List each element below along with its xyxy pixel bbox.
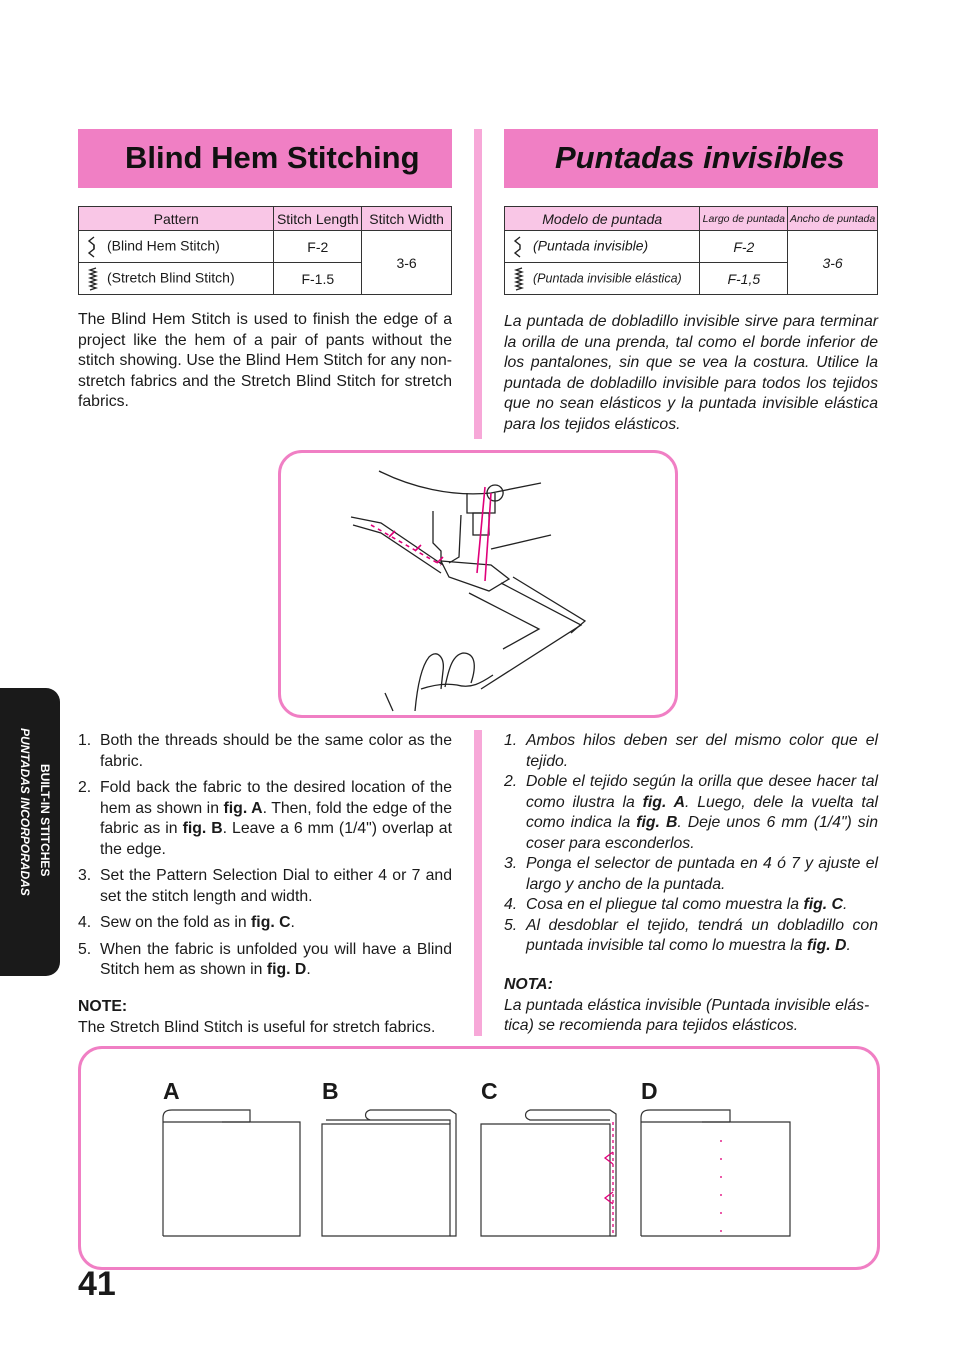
side-tab-english: BUILT-IN STITCHES — [38, 764, 52, 877]
note-text: La puntada elástica invisible (Puntada invisible elás-tica) se recomienda para tejidos elásticos. — [504, 996, 870, 1034]
pattern-cell — [79, 263, 274, 295]
sewing-machine-illustration — [281, 453, 675, 715]
step-number: 2. — [504, 773, 518, 790]
step-text: . Deje unos 6 mm (1/4") sin coser para esconderlos. — [526, 814, 878, 852]
stitch-length-value: F-2 — [700, 231, 788, 263]
column-divider-bottom — [474, 730, 482, 1036]
pattern-name: (Blind Hem Stitch) — [107, 237, 220, 254]
spanish-title-banner — [504, 129, 878, 188]
pattern-name: (Puntada invisible) — [533, 237, 649, 254]
step-item — [78, 940, 452, 981]
english-title: Blind Hem Stitching — [125, 140, 420, 175]
pattern-cell — [79, 231, 274, 263]
step-item — [78, 866, 452, 907]
fig-ref: fig. D — [266, 961, 307, 978]
step-number: 1. — [78, 732, 92, 749]
step-text: Fold back the fabric to the desired location of the hem as shown in — [100, 779, 452, 817]
pattern-cell — [505, 263, 700, 295]
step-number: 4. — [504, 896, 518, 913]
step-item — [504, 854, 878, 895]
step-text: Ambos hilos deben ser del mismo color que el tejido. — [526, 732, 878, 770]
pattern-name: (Puntada invisible elástica) — [533, 270, 682, 285]
header-pattern: Modelo de puntada — [505, 207, 700, 231]
step-item — [504, 731, 878, 772]
stitch-width-value: 3-6 — [788, 231, 878, 295]
step-text: Cosa en el pliegue tal como muestra la — [526, 896, 804, 913]
fig-ref: fig. D — [806, 937, 847, 954]
step-text: . Leave a 6 mm (1/4") overlap at the edge. — [100, 820, 452, 858]
spanish-steps — [504, 731, 878, 957]
stitch-length-value: F-1.5 — [274, 263, 362, 295]
header-pattern: Pattern — [79, 207, 274, 231]
english-stitch-table — [78, 206, 452, 295]
figure-label-a: A — [163, 1078, 180, 1104]
header-stitch-length: Largo de puntada — [700, 207, 788, 231]
step-text: Both the threads should be the same color as the fabric. — [100, 732, 452, 770]
figure-label-b: B — [322, 1078, 339, 1104]
stitch-length-value: F-1,5 — [700, 263, 788, 295]
step-number: 3. — [78, 867, 92, 884]
step-item — [504, 772, 878, 854]
stitch-width-value: 3-6 — [362, 231, 452, 295]
pattern-name: (Stretch Blind Stitch) — [107, 269, 235, 286]
step-text: Set the Pattern Selection Dial to either 4 or 7 and set the stitch length and width. — [100, 867, 452, 905]
fig-ref: fig. A — [642, 793, 686, 811]
stretch-blind-stitch-icon — [513, 267, 527, 291]
stretch-blind-stitch-icon — [87, 267, 101, 291]
step-text: . Then, fold the edge of the fabric as in — [100, 799, 452, 837]
english-note — [78, 997, 452, 1038]
spanish-stitch-table — [504, 206, 878, 295]
step-text: Ponga el selector de puntada en 4 ó 7 y ajuste el largo y ancho de la puntada. — [526, 855, 878, 893]
step-item — [504, 895, 878, 916]
step-text: Sew on the fold as in — [100, 914, 252, 931]
sewing-illustration-frame — [278, 450, 678, 718]
step-number: 4. — [78, 914, 92, 931]
step-item — [78, 731, 452, 772]
blind-hem-stitch-icon — [87, 236, 101, 258]
side-tab-spanish: PUNTADAS INCORPORADAS — [18, 728, 32, 896]
spanish-title: Puntadas invisibles — [555, 140, 845, 175]
pattern-cell — [505, 231, 700, 263]
step-text: . — [290, 914, 295, 931]
fig-ref: fig. C — [803, 896, 843, 913]
step-text: When the fabric is unfolded you will have a Blind Stitch hem as shown in — [100, 940, 452, 978]
fig-ref: fig. C — [251, 914, 291, 931]
header-stitch-width: Ancho de puntada — [788, 207, 878, 231]
step-number: 1. — [504, 732, 518, 749]
fig-ref: fig. A — [223, 799, 263, 817]
step-text: Al desdoblar el tejido, tendrá un dobladillo con puntada invisible tal como lo muestra la — [526, 916, 878, 954]
fig-ref: fig. B — [636, 814, 678, 831]
step-number: 3. — [504, 855, 518, 872]
column-divider-top — [474, 129, 482, 439]
english-steps — [78, 731, 452, 987]
note-text: The Stretch Blind Stitch is useful for stretch fabrics. — [78, 1018, 436, 1036]
step-item — [78, 778, 452, 860]
step-text: Doble el tejido según la orilla que desee hacer tal como ilustra la — [526, 773, 878, 811]
step-text: . — [306, 961, 311, 978]
step-text: . Luego, dele la vuelta tal como indica la — [526, 793, 878, 831]
note-label: NOTA: — [504, 976, 553, 993]
note-label: NOTE: — [78, 998, 128, 1015]
fig-ref: fig. B — [182, 820, 223, 837]
page-number: 41 — [78, 1265, 116, 1303]
step-item — [504, 916, 878, 957]
header-stitch-length: Stitch Length — [274, 207, 362, 231]
spanish-intro: La puntada de dobladillo invisible sirve para terminar la orilla de una prenda, tal como el borde inferior de los pantalones, sin que se vea la costura. Utilice la puntada de dobladillo invisible para todos los tejidos que no sean elásticos y la puntada invisible elástica para los tejidos elásticos. — [504, 313, 878, 433]
english-intro: The Blind Hem Stitch is used to finish the edge of a project like the hem of a pair of pants without the stitch showing. Use the Blind Hem Stitch for any non-stretch fabrics and the Stretch Blind Stitch for stretch fabrics. — [78, 311, 452, 410]
section-side-tab — [0, 688, 60, 976]
step-number: 5. — [504, 916, 518, 934]
figure-label-c: C — [481, 1078, 498, 1104]
blind-hem-stitch-icon — [513, 236, 527, 258]
step-text: . — [842, 896, 848, 913]
figure-label-d: D — [641, 1078, 658, 1104]
hem-figures-illustration — [150, 1100, 800, 1245]
step-number: 2. — [78, 779, 92, 796]
english-title-banner — [78, 129, 452, 188]
step-item — [78, 913, 452, 934]
header-stitch-width: Stitch Width — [362, 207, 452, 231]
spanish-note — [504, 975, 878, 1037]
step-text: . — [846, 937, 851, 954]
step-number: 5. — [78, 940, 92, 958]
stitch-length-value: F-2 — [274, 231, 362, 263]
